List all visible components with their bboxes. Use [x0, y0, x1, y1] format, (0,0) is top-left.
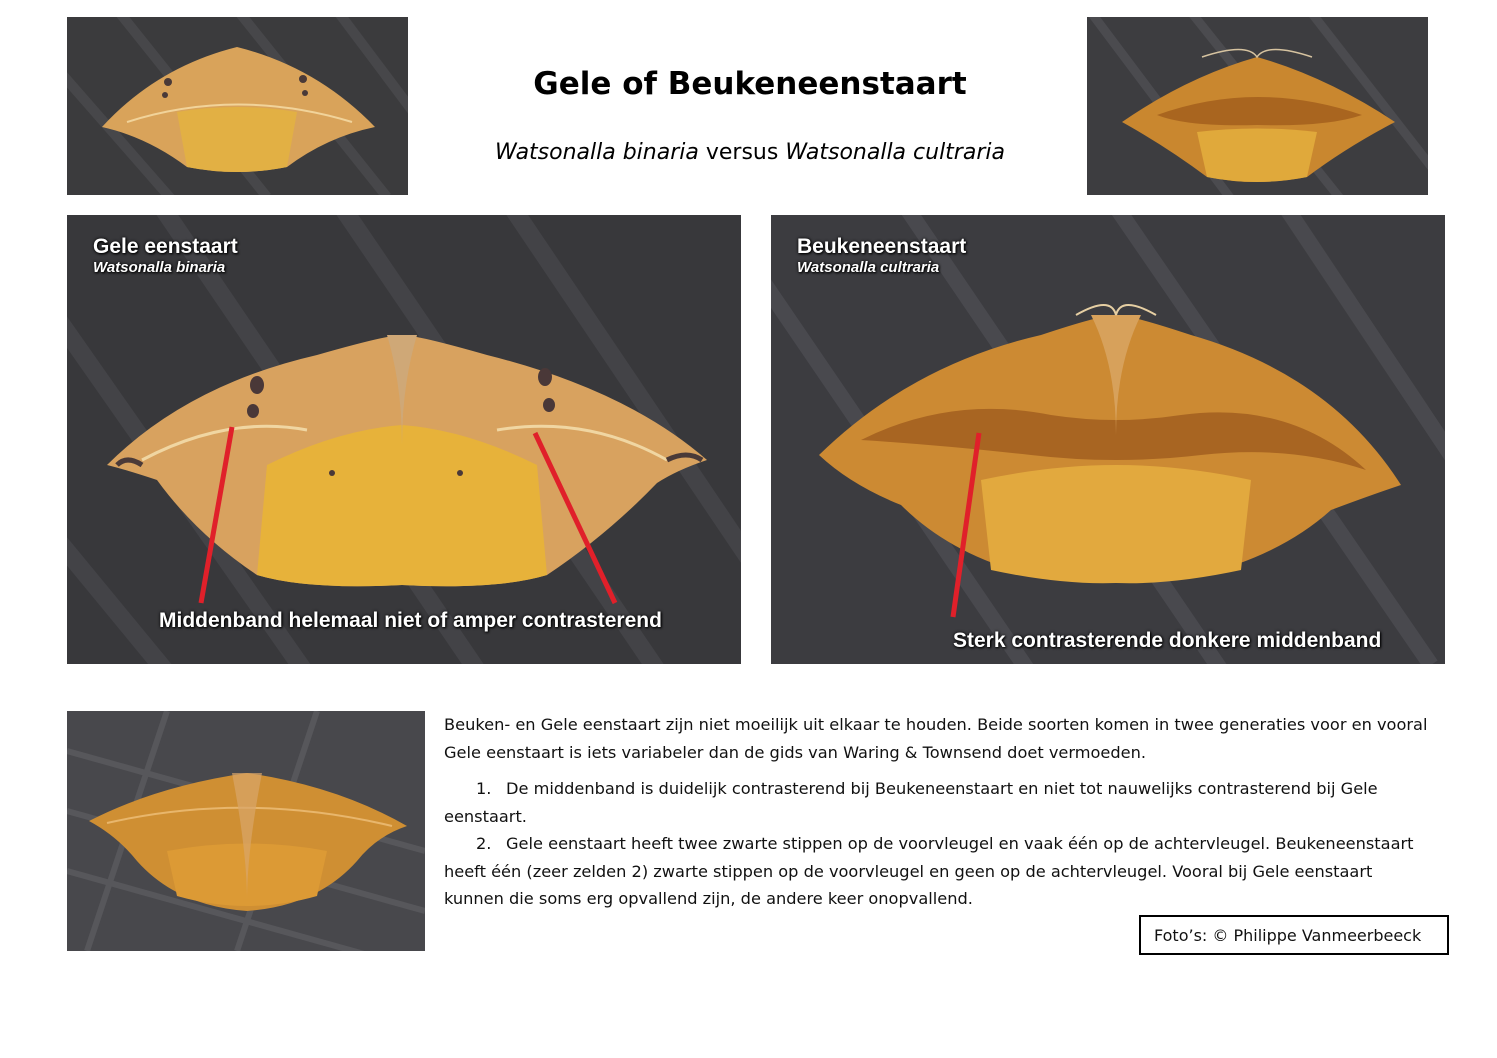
list-item-number: 2. [476, 834, 492, 853]
species-a-latin: Watsonalla binaria [495, 140, 699, 165]
page-title: Gele of Beukeneenstaart [533, 66, 967, 102]
list-item [444, 830, 1434, 913]
page-subtitle [420, 140, 1080, 165]
moth-photo-cultraria-small [1087, 17, 1428, 195]
moth-photo-variant [67, 711, 425, 951]
moth-photo-binaria-large [67, 215, 741, 664]
photo-thumbnail-variant [67, 711, 425, 951]
intro-paragraph: Beuken- en Gele eenstaart zijn niet moeilijk uit elkaar te houden. Beide soorten komen in twee generaties voor en vooral Gele eenstaart is iets variabeler dan de gids van Waring & Townsend doet vermoeden. [444, 715, 1428, 762]
species-name-binaria: Gele eenstaart [93, 235, 238, 258]
list-item-text: De middenband is duidelijk contrasterend bij Beukeneenstaart en niet tot nauwelijks contrasterend bij Gele eenstaart. [444, 779, 1378, 826]
species-latin-cultraria: Watsonalla cultraria [797, 259, 940, 276]
list-item-number: 1. [476, 779, 492, 798]
photo-credit: Foto’s: © Philippe Vanmeerbeeck [1139, 915, 1449, 955]
photo-main-cultraria [771, 215, 1445, 664]
moth-photo-cultraria-large [771, 215, 1445, 664]
list-item [444, 775, 1434, 830]
photo-caption-binaria: Middenband helemaal niet of amper contrasterend [159, 609, 662, 632]
subtitle-joiner: versus [705, 140, 779, 165]
photo-main-binaria [67, 215, 741, 664]
species-name-cultraria: Beukeneenstaart [797, 235, 967, 258]
species-b-latin: Watsonalla cultraria [785, 140, 1005, 165]
description-text [444, 711, 1434, 913]
photo-thumbnail-cultraria [1087, 17, 1428, 195]
photo-thumbnail-binaria [67, 17, 408, 195]
photo-label-binaria [93, 235, 238, 276]
photo-label-cultraria [797, 235, 966, 276]
species-latin-binaria: Watsonalla binaria [93, 259, 226, 276]
list-item-text: Gele eenstaart heeft twee zwarte stippen op de voorvleugel en vaak één op de achtervleugel. Beukeneenstaart heeft één (zeer zelden 2) zwarte stippen op de voorvleugel en geen op de achtervleugel. Vooral bij Gele eenstaart kunnen die soms erg opvallend zijn, de andere keer onopvallend. [444, 834, 1414, 908]
photo-caption-cultraria: Sterk contrasterende donkere middenband [953, 629, 1382, 652]
moth-photo-binaria-small [67, 17, 408, 195]
